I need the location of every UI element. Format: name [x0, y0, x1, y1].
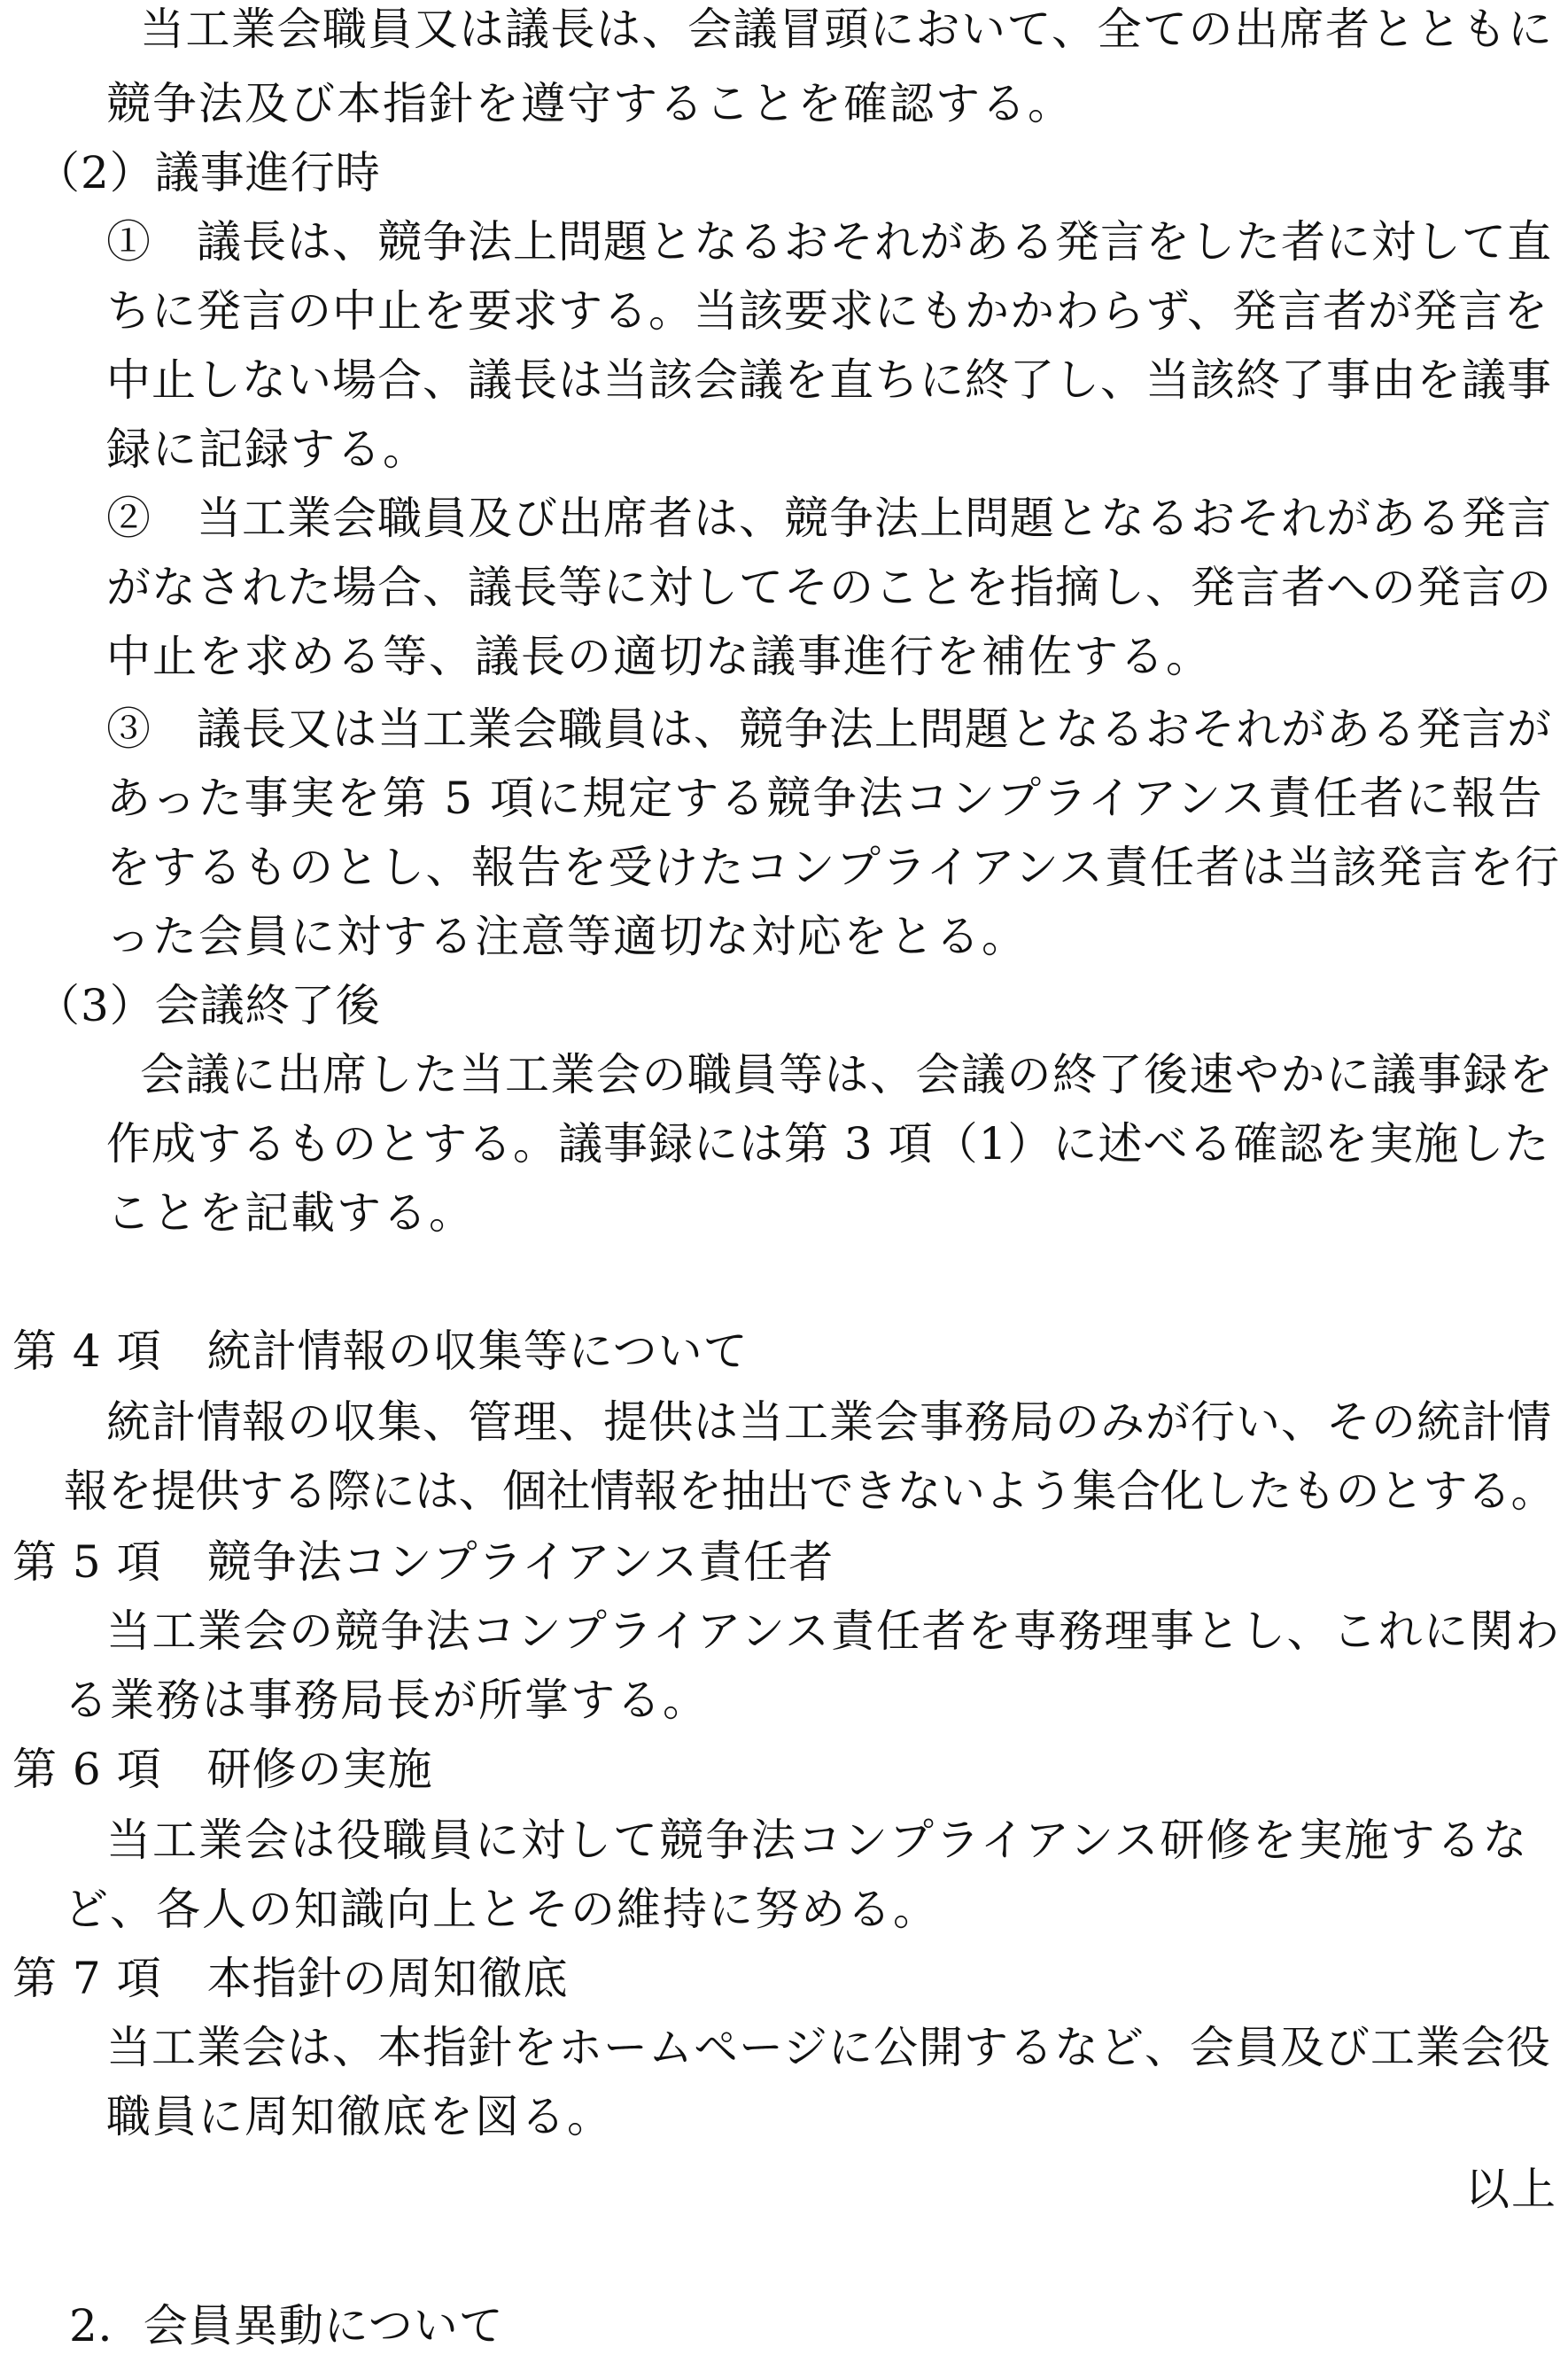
section-heading: 第 6 項 研修の実施 [12, 1744, 433, 1795]
paragraph-line: 中止を求める等、議長の適切な議事進行を補佐する。 [106, 631, 1212, 682]
paragraph-line: あった事実を第 5 項に規定する競争法コンプライアンス責任者に報告 [106, 773, 1544, 824]
paragraph-line: がなされた場合、議長等に対してそのことを指摘し、発言者への発言の [106, 562, 1552, 613]
paragraph-line: をするものとし、報告を受けたコンプライアンス責任者は当該発言を行 [106, 842, 1561, 893]
list-item: ③ 議長又は当工業会職員は、競争法上問題となるおそれがある発言が [106, 703, 1552, 755]
paragraph-line: 当工業会は役職員に対して競争法コンプライアンス研修を実施するな [106, 1815, 1529, 1866]
paragraph-line: 当工業会職員又は議長は、会議冒頭において、全ての出席者とともに [140, 4, 1554, 55]
section-heading: 第 5 項 競争法コンプライアンス責任者 [12, 1536, 834, 1588]
paragraph-line: 録に記録する。 [106, 424, 429, 475]
section-heading: （3）会議終了後 [35, 980, 381, 1031]
paragraph-line: 当工業会の競争法コンプライアンス責任者を専務理事とし、これに関わ [106, 1605, 1561, 1657]
paragraph-line: った会員に対する注意等適切な対応をとる。 [106, 911, 1028, 962]
paragraph-line: 職員に周知徹底を図る。 [106, 2091, 613, 2142]
paragraph-line: 報を提供する際には、個社情報を抽出できないよう集合化したものとする。 [64, 1465, 1555, 1517]
paragraph-line: ちに発言の中止を要求する。当該要求にもかかわらず、発言者が発言を [106, 285, 1549, 337]
paragraph-line: 会議に出席した当工業会の職員等は、会議の終了後速やかに議事録を [140, 1049, 1555, 1100]
paragraph-line: 中止しない場合、議長は当該会議を直ちに終了し、当該終了事由を議事 [106, 354, 1552, 406]
closing-mark: 以上 [1465, 2164, 1557, 2215]
section-heading: 第 4 項 統計情報の収集等について [12, 1325, 749, 1377]
paragraph-line: 作成するものとする。議事録には第 3 項（1）に述べる確認を実施した [106, 1118, 1550, 1170]
paragraph-line: 統計情報の収集、管理、提供は当工業会事務局のみが行い、その統計情 [106, 1396, 1552, 1448]
paragraph-line: ど、各人の知識向上とその維持に努める。 [64, 1884, 939, 1935]
paragraph-line: 当工業会は、本指針をホームページに公開するなど、会員及び工業会役 [106, 2022, 1551, 2073]
section-heading: 第 7 項 本指針の周知徹底 [12, 1953, 569, 2004]
section-heading: 2．会員異動について [69, 2300, 504, 2351]
section-heading: （2）議事進行時 [35, 147, 381, 198]
paragraph-line: 競争法及び本指針を遵守することを確認する。 [106, 78, 1074, 129]
list-item: ① 議長は、競争法上問題となるおそれがある発言をした者に対して直 [106, 216, 1552, 268]
paragraph-line: ことを記載する。 [106, 1187, 475, 1239]
paragraph-line: る業務は事務局長が所掌する。 [64, 1675, 709, 1726]
list-item: ② 当工業会職員及び出席者は、競争法上問題となるおそれがある発言 [106, 493, 1552, 544]
